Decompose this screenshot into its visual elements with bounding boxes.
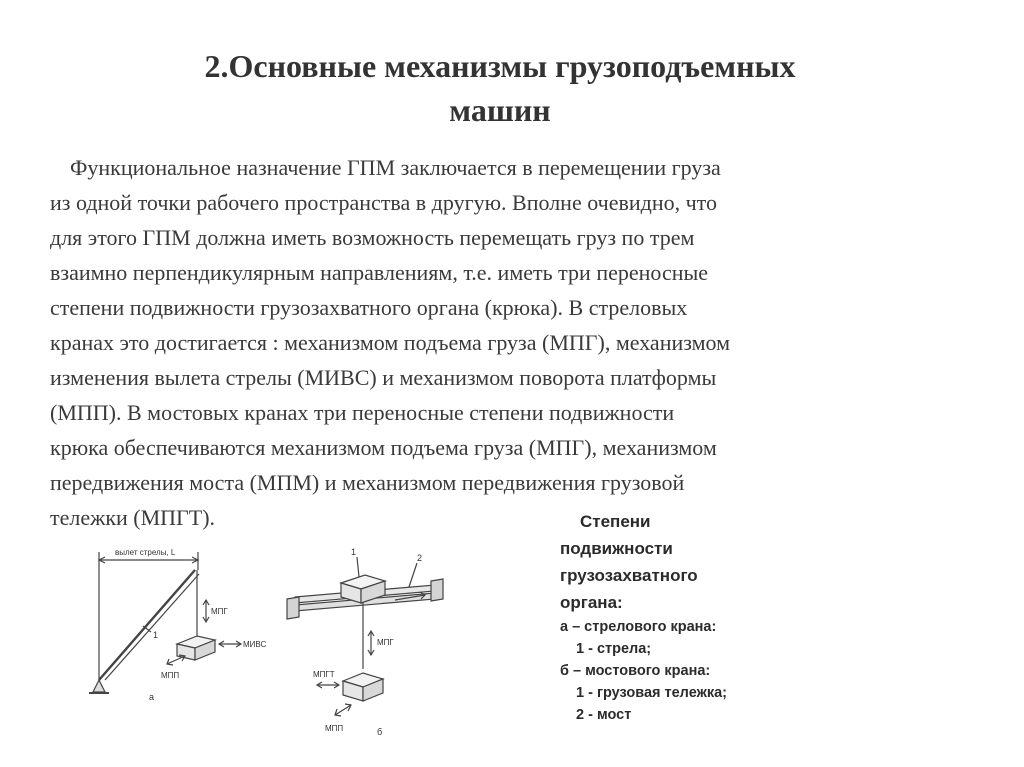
paragraph-line: степени подвижности грузозахватного органа (крюка). В стреловых	[50, 295, 688, 320]
caption-item: 1 - стрела;	[576, 641, 652, 657]
panel-letter-a: а	[149, 692, 155, 702]
trolley-number-label: 1	[351, 547, 357, 557]
mpg-label: МПГ	[211, 607, 228, 616]
caption-items	[560, 616, 860, 726]
caption-item: а – стрелового крана:	[560, 619, 717, 635]
figure-bridge-crane	[285, 545, 470, 745]
paragraph-line: (МПП). В мостовых кранах три переносные степени подвижности	[50, 400, 675, 425]
end-truck	[431, 579, 443, 601]
slide-title	[90, 44, 910, 132]
caption-heading-line: подвижности	[560, 539, 673, 558]
caption-heading-line: органа:	[560, 593, 623, 612]
caption-heading-line: Степени	[580, 512, 651, 531]
paragraph-line: взаимно перпендикулярным направлениям, т.е. иметь три переносные	[50, 260, 709, 285]
paragraph-line: изменения вылета стрелы (МИВС) и механизмом поворота платформы	[50, 365, 717, 390]
caption-heading	[560, 508, 860, 616]
paragraph-line: тележки (МПГТ).	[50, 505, 216, 530]
caption-item: б – мостового крана:	[560, 663, 711, 679]
paragraph-line: крюка обеспечиваются механизмом подъема груза (МПГ), механизмом	[50, 435, 717, 460]
mpp-label: МПП	[325, 724, 344, 733]
figure-jib-crane	[85, 540, 290, 715]
pivot-base	[93, 680, 105, 692]
end-truck	[287, 597, 299, 619]
caption-item: 2 - мост	[576, 707, 632, 723]
paragraph-line: Функциональное назначение ГПМ заключается в перемещении груза	[70, 155, 721, 180]
caption-item: 1 - грузовая тележка;	[576, 685, 727, 701]
paragraph-line: кранах это достигается : механизмом подъема груза (МПГ), механизмом	[50, 330, 731, 355]
boom-reach-label: вылет стрелы, L	[115, 548, 176, 557]
mpgt-label: МПГТ	[313, 670, 335, 679]
boom-edge	[105, 574, 199, 680]
caption-heading-line: грузозахватного	[560, 566, 698, 585]
mivs-label: МИВС	[243, 640, 267, 649]
title-line-1: 2.Основные механизмы грузоподъемных	[204, 48, 796, 84]
mpg-label: МПГ	[377, 638, 394, 647]
title-line-2: машин	[449, 92, 551, 128]
mpp-label: МПП	[161, 671, 180, 680]
paragraph-line: для этого ГПМ должна иметь возможность перемещать груз по трем	[50, 225, 695, 250]
paragraph-line: передвижения моста (МПМ) и механизмом передвижения грузовой	[50, 470, 685, 495]
label-leader	[409, 563, 417, 587]
main-paragraph	[50, 150, 950, 535]
panel-letter-b: б	[377, 727, 383, 737]
boom-number-label: 1	[153, 630, 159, 640]
bridge-number-label: 2	[417, 553, 423, 563]
paragraph-line: из одной точки рабочего пространства в другую. Вполне очевидно, что	[50, 190, 717, 215]
figure-caption	[560, 508, 860, 726]
label-leader	[357, 557, 359, 577]
boom	[99, 570, 195, 680]
